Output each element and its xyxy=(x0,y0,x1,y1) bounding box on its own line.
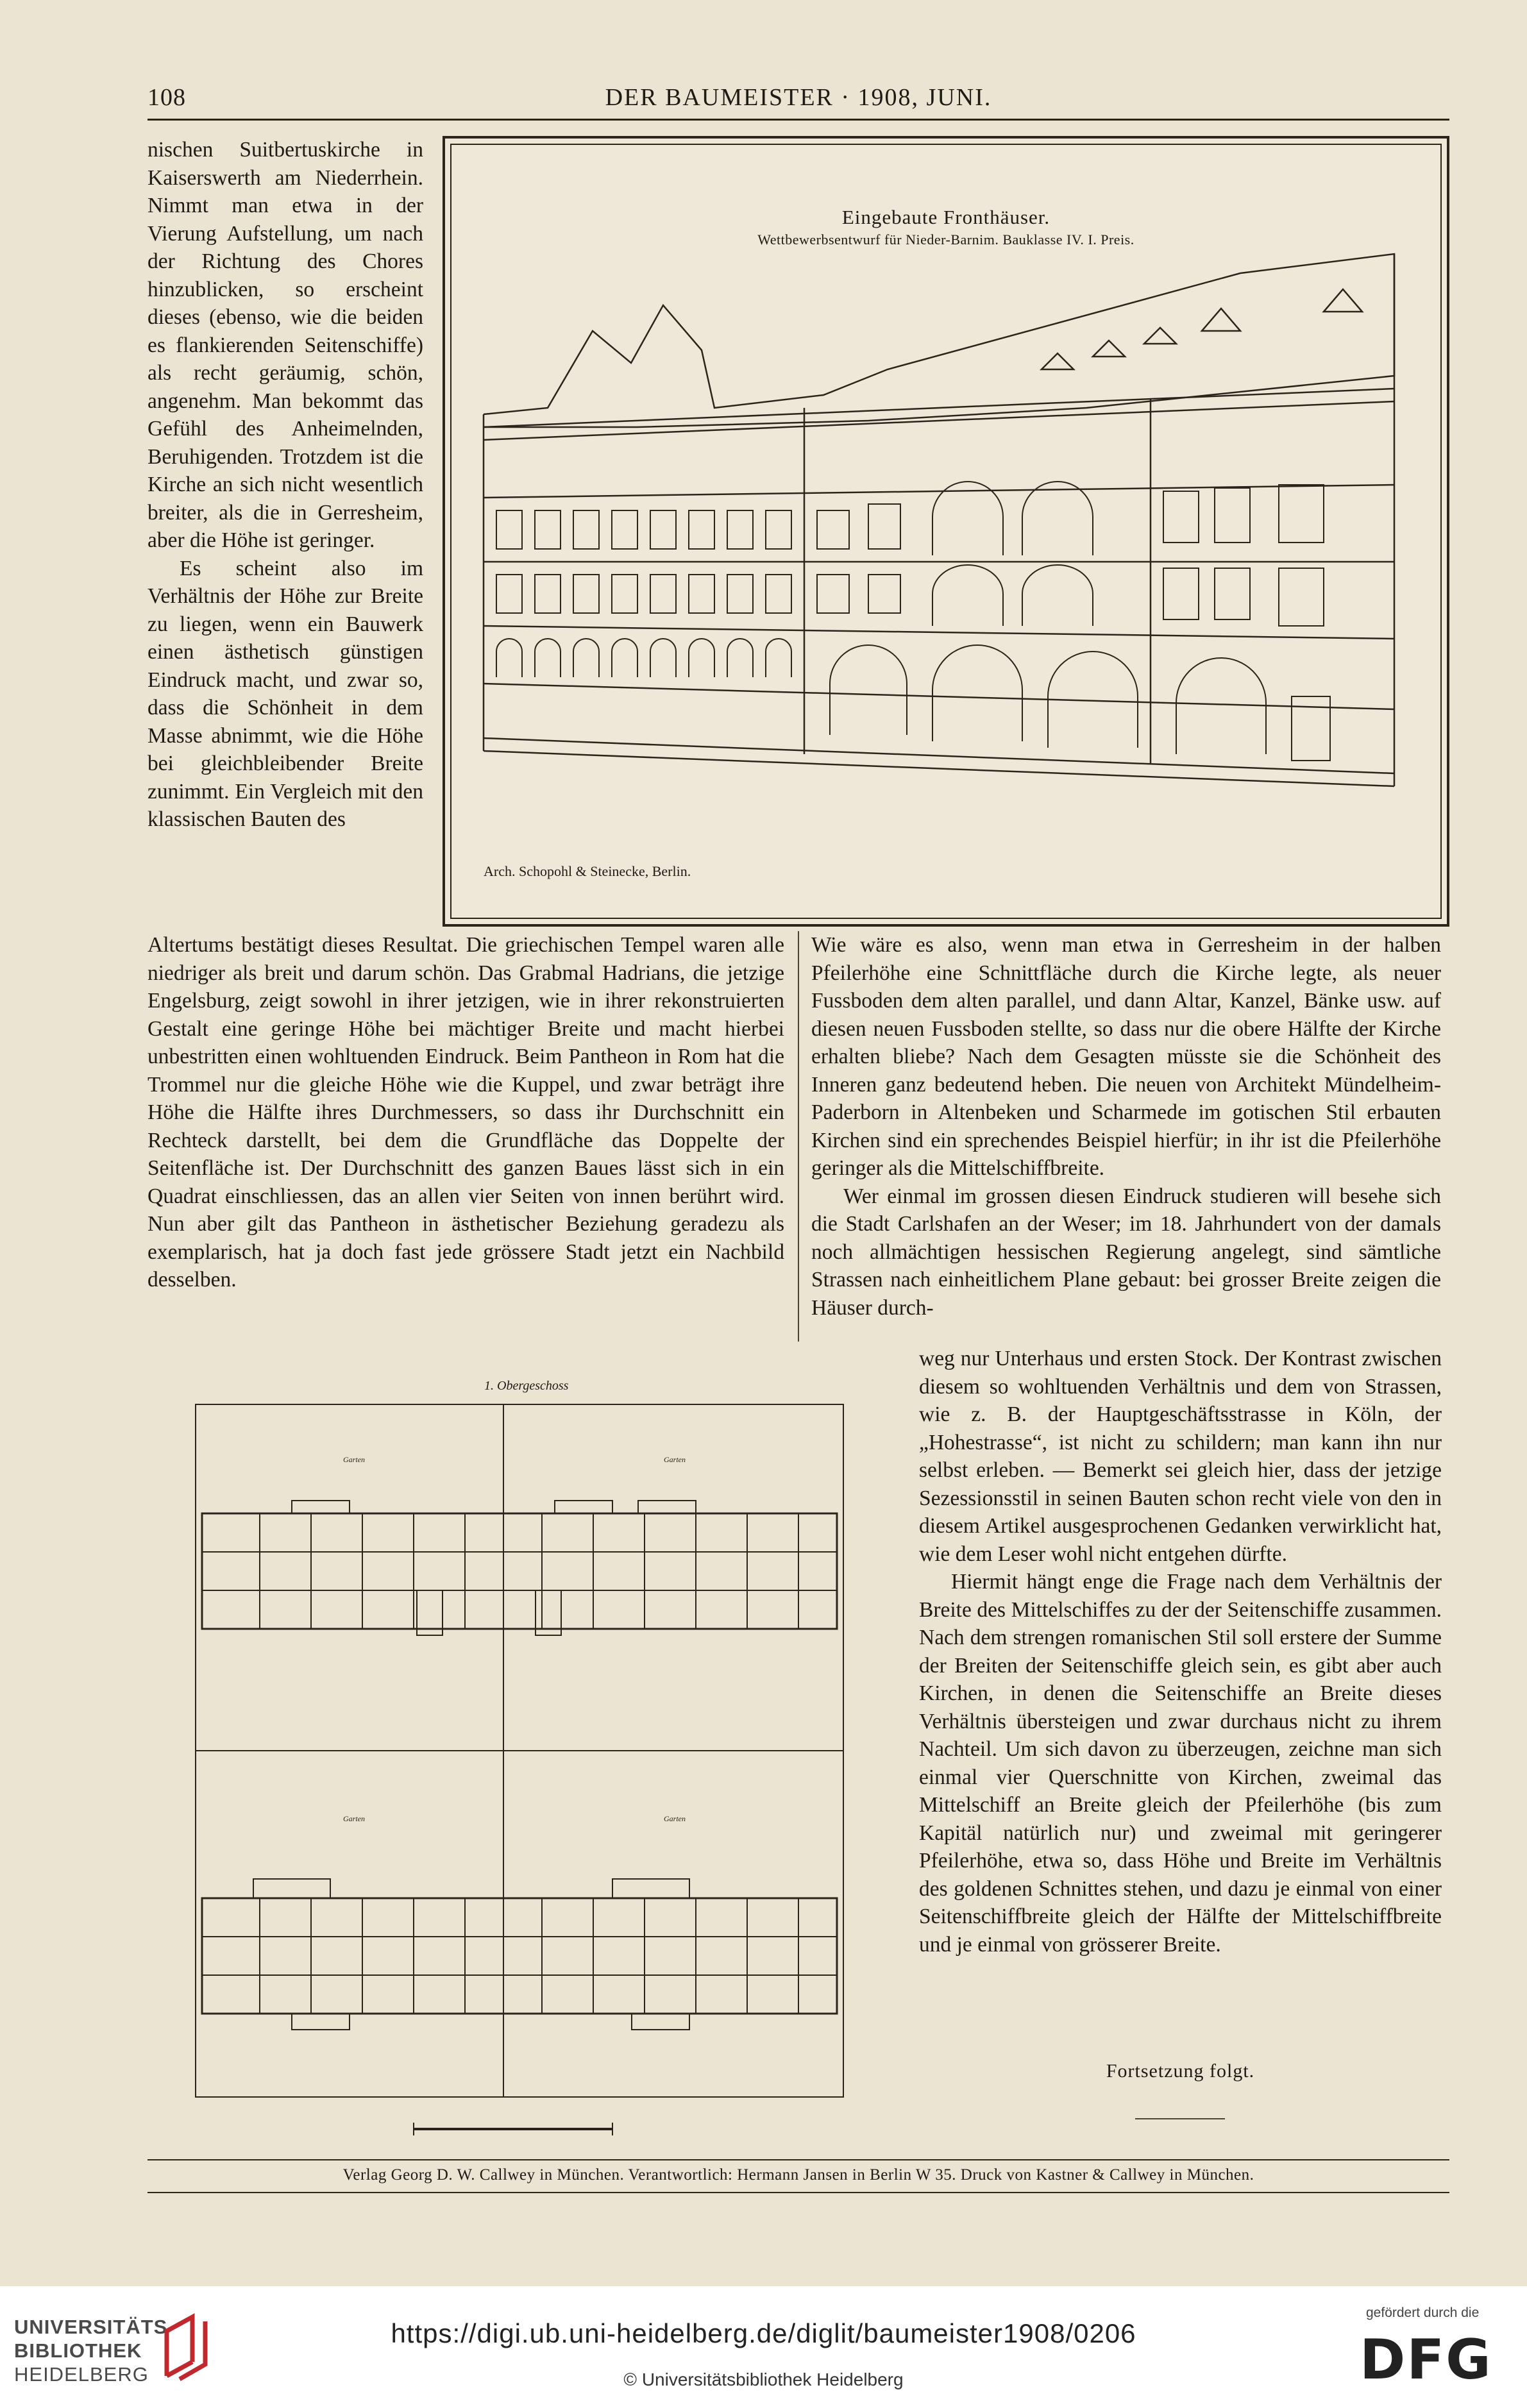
facade-drawing xyxy=(445,139,1447,924)
figure-title: Eingebaute Fronthäuser. xyxy=(841,206,1050,228)
garden-label: Garten xyxy=(664,1814,686,1823)
right-narrow-column xyxy=(919,1345,1442,1958)
header-rule xyxy=(148,119,1449,121)
paragraph: Altertums bestätigt dieses Resultat. Die griechischen Tempel waren alle niedriger als breit und darum schön. Das Grabmal Hadrians, die jetzige Engelsburg, zeigt sowohl in ihrer jetzigen, wie in ihrer rekonstruierten Gestalt eine geringe Höhe bei mächtiger Breite und macht hierbei unbestritten einen wohltuenden Eindruck. Beim Pantheon in Rom hat die Trommel nur die gleiche Höhe wie die Kuppel, und zwar beträgt ihre Höhe die Hälfte ihres Durchmessers, so dass ihr Durchschnitt ein Rechteck darstellt, bei dem die Grundfläche das Doppelte der Seitenfläche ist. Der Durchschnitt des ganzen Baues lässt sich in ein Quadrat einschliessen, das an allen vier Seiten von innen berührt wird. Nun aber gilt das Pantheon in ästhetischer Beziehung geradezu als exemplarisch, hat ja doch fast jede grössere Stadt jetzt ein Nachbild desselben. xyxy=(148,933,784,1292)
garden-label: Garten xyxy=(343,1814,365,1823)
dfg-logo: DFG xyxy=(1360,2328,1492,2392)
column-separator xyxy=(798,931,799,1342)
plan-title: 1. Obergeschoss xyxy=(484,1379,569,1393)
running-title: DER BAUMEISTER · 1908, JUNI. xyxy=(605,84,992,111)
paragraph: Es scheint also im Verhältnis der Höhe zur Breite zu liegen, wenn ein Bauwerk einen ästhetisch günstigen Eindruck macht, und zwar so, dass die Schönheit in dem Masse abnimmt, wie die Höhe bei gleichbleibender Breite zunimmt. Ein Vergleich mit den klassischen Bauten des xyxy=(148,556,423,831)
left-narrow-column xyxy=(148,136,423,834)
left-wide-column xyxy=(148,931,784,1294)
source-url-link[interactable]: https://digi.ub.uni-heidelberg.de/diglit/baumeister1908/0206 xyxy=(391,2318,1136,2348)
copyright: © Universitätsbibliothek Heidelberg xyxy=(623,2370,904,2389)
library-line: HEIDELBERG xyxy=(14,2363,149,2386)
paragraph: Wie wäre es also, wenn man etwa in Gerresheim in der halben Pfeilerhöhe eine Schnittfläche durch die Kirche legte, als neuer Fussboden dem alten parallel, und dann Altar, Kanzel, Bänke usw. auf diesen neuen Fussboden stellte, so dass nur die obere Hälfte der Kirche erhalten bliebe? Nach dem Gesagten müsste sie die Schönheit des Inneren ganz bedeutend heben. Die neuen von Architekt Mündelheim-Paderborn in Altenbeken und Scharmede im gotischen Stil erbauten Kirchen sind ein sprechendes Beispiel hierfür; in ihr ist die Pfeilerhöhe geringer als die Mittelschiffbreite. xyxy=(811,933,1441,1180)
digitization-footer xyxy=(0,2286,1527,2408)
right-column xyxy=(811,931,1441,1322)
floor-plan-figure xyxy=(151,1379,907,2148)
library-line: UNIVERSITÄTS- xyxy=(14,2316,175,2338)
figure-subtitle: Wettbewerbsentwurf für Nieder-Barnim. Bauklasse IV. I. Preis. xyxy=(757,232,1135,248)
paragraph: weg nur Unterhaus und ersten Stock. Der Kontrast zwischen diesem so wohltuenden Verhältnis und dem von Strassen, wie z. B. der Hauptgeschäftsstrasse in Köln, der „Hohestrasse“, ist nicht zu schildern; man kann ihn nur selbst erleben. — Bemerkt sei gleich hier, dass der jetzige Sezessionsstil in seinen Bauten schon recht viele von den in diesem Artikel ausgesprochenen Gedanken verwirklicht hat, wie dem Leser wohl nicht entgehen dürfte. xyxy=(919,1347,1442,1566)
imprint-rule xyxy=(148,2159,1449,2160)
page-header xyxy=(148,83,1449,115)
floor-plan-drawing xyxy=(151,1379,907,2148)
end-rule xyxy=(1135,2118,1225,2119)
funding-label: gefördert durch die xyxy=(1366,2305,1480,2320)
page-number: 108 xyxy=(148,84,186,111)
imprint-rule xyxy=(148,2192,1449,2193)
imprint: Verlag Georg D. W. Callwey in München. Verantwortlich: Hermann Jansen in Berlin W 35. Druck von Kastner & Callwey in München. xyxy=(342,2166,1254,2184)
library-line: BIBLIOTHEK xyxy=(14,2339,142,2362)
garden-label: Garten xyxy=(343,1455,365,1464)
continuation-note: Fortsetzung folgt. xyxy=(1106,2060,1255,2082)
garden-label: Garten xyxy=(664,1455,686,1464)
paragraph: Hiermit hängt enge die Frage nach dem Verhältnis der Breite des Mittelschiffes zu der der Seitenschiffe zusammen. Nach dem strengen romanischen Stil soll erstere der Summe der Breiten der Seitenschiffe gleich sein, es gibt aber auch Kirchen, in denen die Seitenschiffe an Breite dieses Verhältnis übersteigen und zwar durchaus nicht zu ihrem Nachteil. Um sich davon zu überzeugen, zeichne man sich einmal vier Querschnitte von Kirchen, zweimal das Mittelschiff an Breite gleich der Pfeilerhöhe (bis zum Kapitäl natürlich nur) und zweimal mit geringerer Pfeilerhöhe, etwa so, dass Höhe und Breite im Verhältnis des goldenen Schnittes stehen, und dazu je einmal von einer Seitenschiffbreite gleich der Hälfte der Mittelschiffbreite und je einmal von grösserer Breite. xyxy=(919,1570,1442,1957)
figure-credit: Arch. Schopohl & Steinecke, Berlin. xyxy=(484,863,691,879)
paragraph: Wer einmal im grossen diesen Eindruck studieren will besehe sich die Stadt Carlshafen an der Weser; im 18. Jahrhundert von der damals noch allmächtigen hessischen Regierung angelegt, sind sämtliche Strassen nach einheitlichem Plane gebaut: bei grosser Breite zeigen die Häuser durch- xyxy=(811,1184,1441,1320)
paragraph: nischen Suitbertuskirche in Kaiserswerth am Niederrhein. Nimmt man etwa in der Vierung Aufstellung, um nach der Richtung des Chores hinzublicken, so erscheint dieses (ebenso, wie die beiden es flankierenden Seitenschiffe) als recht geräumig, schön, angenehm. Man bekommt das Gefühl des Anheimelnden, Beruhigenden. Trotzdem ist die Kirche an sich nicht wesentlich breiter, als die in Gerresheim, aber die Höhe ist geringer. xyxy=(148,138,423,552)
facade-figure xyxy=(443,136,1449,927)
